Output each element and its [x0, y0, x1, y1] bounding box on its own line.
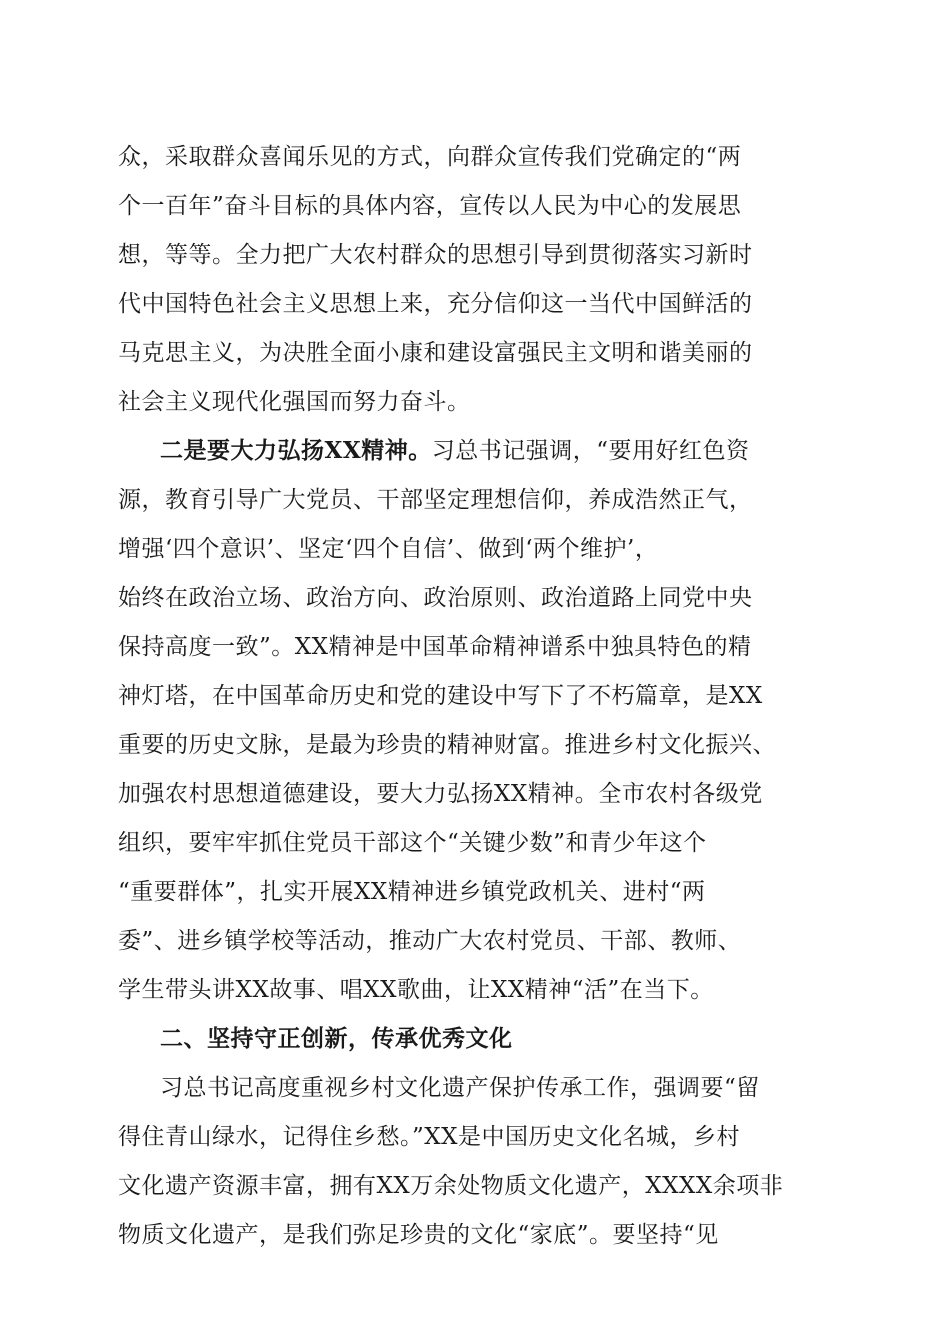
text-line: 物质文化遗产，是我们弥足珍贵的文化“家底”。要坚持“见 [118, 1222, 719, 1248]
text-line: 得住青山绿水，记得住乡愁。”XX是中国历史文化名城，乡村 [118, 1124, 741, 1150]
text-line: 组织，要牢牢抓住党员干部这个“关键少数”和青少年这个 [118, 830, 707, 856]
text-line: 社会主义现代化强国而努力奋斗。 [118, 389, 471, 415]
paragraph-lead: 二是要大力弘扬XX精神。 [160, 437, 432, 464]
paragraph-lead-rest: 习总书记强调，“要用好红色资 [431, 438, 750, 464]
text-line: 学生带头讲XX故事、唱XX歌曲，让XX精神“活”在当下。 [118, 977, 714, 1003]
text-line: 委”、进乡镇学校等活动，推动广大农村党员、干部、教师、 [118, 928, 742, 954]
text-line: 神灯塔，在中国革命历史和党的建设中写下了不朽篇章，是XX [118, 683, 763, 709]
text-line: 代中国特色社会主义思想上来，充分信仰这一当代中国鲜活的 [118, 291, 753, 317]
text-line: 加强农村思想道德建设，要大力弘扬XX精神。全市农村各级党 [118, 781, 763, 807]
text-line: 重要的历史文脉，是最为珍贵的精神财富。推进乡村文化振兴、 [118, 732, 776, 758]
text-line: 马克思主义，为决胜全面小康和建设富强民主文明和谐美丽的 [118, 340, 753, 366]
text-line: 习总书记高度重视乡村文化遗产保护传承工作，强调要“留 [160, 1075, 760, 1101]
paragraph-lead-line [160, 436, 749, 466]
text-line: 众，采取群众喜闻乐见的方式，向群众宣传我们党确定的“两 [118, 144, 742, 170]
text-line: 文化遗产资源丰富，拥有XX万余处物质文化遗产，XXXX余项非 [118, 1173, 784, 1199]
text-line: 增强‘四个意识’、坚定‘四个自信’、做到‘两个维护’， [118, 536, 659, 562]
text-line: 想，等等。全力把广大农村群众的思想引导到贯彻落实习新时 [118, 242, 753, 268]
text-line: 源，教育引导广大党员、干部坚定理想信仰，养成浩然正气， [118, 487, 753, 513]
section-heading: 二、坚持守正创新，传承优秀文化 [160, 1026, 513, 1052]
text-line: 始终在政治立场、政治方向、政治原则、政治道路上同党中央 [118, 585, 753, 611]
text-line: 个一百年”奋斗目标的具体内容，宣传以人民为中心的发展思 [118, 193, 742, 219]
text-line: 保持高度一致”。XX精神是中国革命精神谱系中独具特色的精 [118, 634, 752, 660]
text-line: “重要群体”，扎实开展XX精神进乡镇党政机关、进村“两 [118, 879, 706, 905]
